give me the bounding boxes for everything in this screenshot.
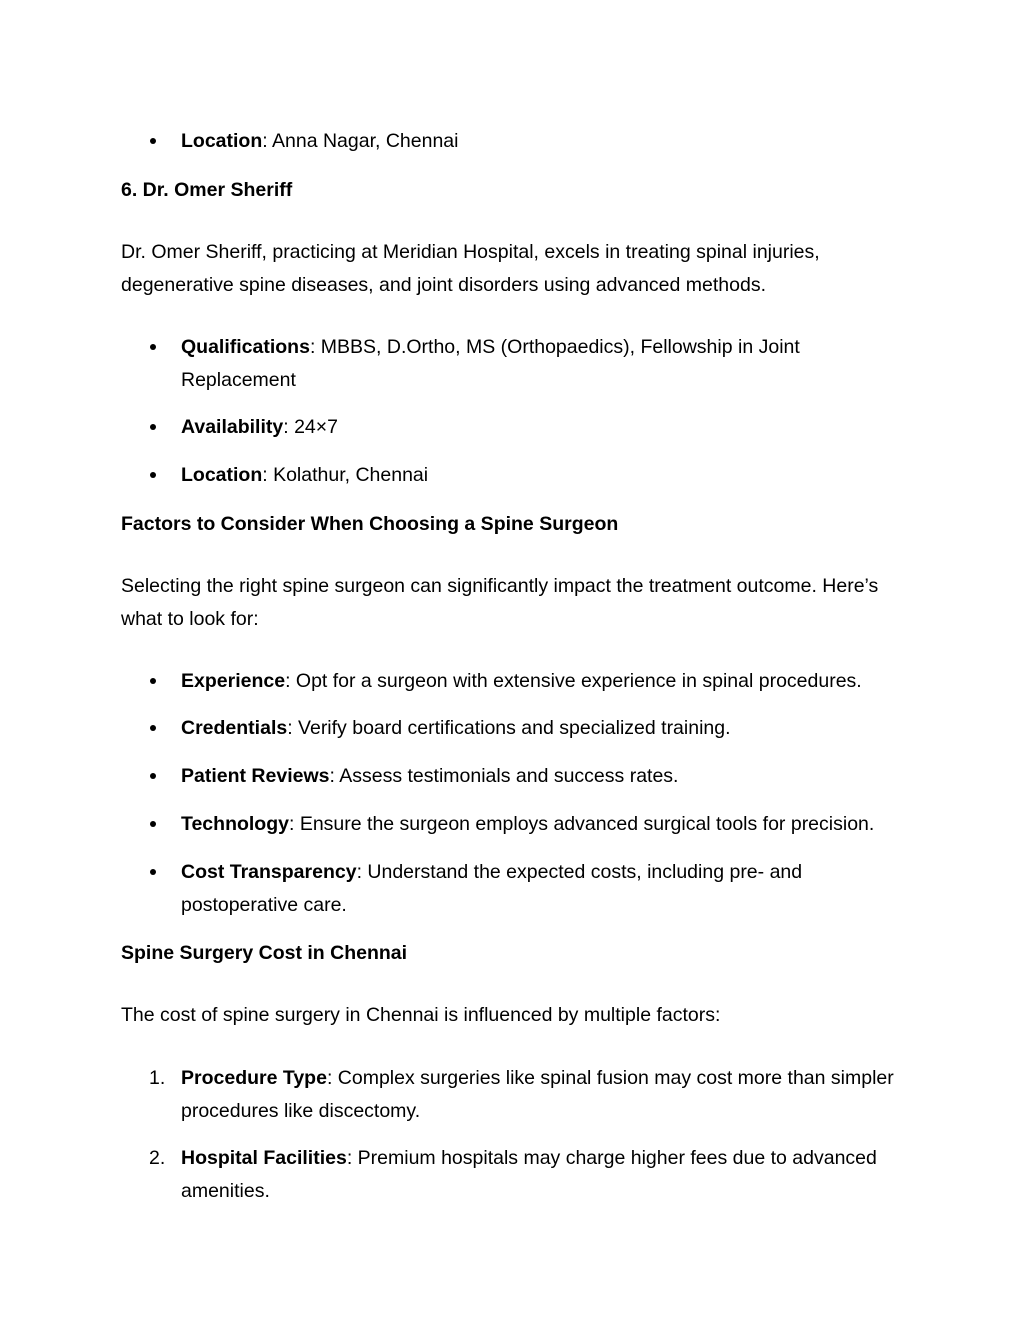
bullet-dot [150,344,156,350]
bullet-dot [150,773,156,779]
list-item-experience [121,665,911,698]
section-heading-factors: Factors to Consider When Choosing a Spine Surgeon [121,513,619,535]
bullet-dot [150,821,156,827]
item-value: : Kolathur, Chennai [262,464,429,486]
item-label: Hospital Facilities [181,1147,347,1169]
item-value: : Assess testimonials and success rates. [329,765,679,787]
list-item-procedure-type [121,1062,911,1127]
item-value: : Ensure the surgeon employs advanced surgical tools for precision. [288,813,875,835]
item-label: Credentials [181,717,288,739]
list-item-location-kolathur [121,459,911,492]
item-value: : Understand the expected costs, including pre- and postoperative care. [181,861,803,916]
list-number: 2. [149,1147,166,1169]
item-label: Technology [181,813,289,835]
item-label: Qualifications [181,336,310,358]
bullet-dot [150,472,156,478]
bullet-dot [150,678,156,684]
item-label: Cost Transparency [181,861,357,883]
list-item-credentials [121,712,911,745]
item-value: : Anna Nagar, Chennai [262,130,459,152]
item-value: : Opt for a surgeon with extensive experience in spinal procedures. [285,670,862,692]
item-label: Patient Reviews [181,765,330,787]
list-item-qualifications [121,331,911,396]
list-item-patient-reviews [121,760,911,793]
list-item-availability [121,411,911,444]
bullet-dot [150,869,156,875]
item-label: Location [181,464,263,486]
list-item-hospital-facilities [121,1142,911,1207]
item-label: Experience [181,670,286,692]
factors-intro: Selecting the right spine surgeon can significantly impact the treatment outcome. Here’s what to look for: [121,575,879,630]
bullet-dot [150,138,156,144]
list-number: 1. [149,1067,166,1089]
cost-intro: The cost of spine surgery in Chennai is influenced by multiple factors: [121,1004,721,1026]
item-label: Procedure Type [181,1067,327,1089]
item-value: : Premium hospitals may charge higher fees due to advanced amenities. [181,1147,877,1202]
list-item-technology [121,808,911,841]
list-item-location-anna-nagar [121,125,911,158]
item-value: : 24×7 [283,416,338,438]
item-value: : Verify board certifications and specialized training. [287,717,731,739]
section-heading-cost: Spine Surgery Cost in Chennai [121,942,408,964]
bullet-dot [150,424,156,430]
list-item-cost-transparency [121,856,911,921]
doctor6-description: Dr. Omer Sheriff, practicing at Meridian Hospital, excels in treating spinal injuries, degenerative spine diseases, and joint disorders using advanced methods. [121,241,820,296]
item-value: : Complex surgeries like spinal fusion may cost more than simpler procedures like discectomy. [181,1067,894,1122]
item-label: Availability [181,416,284,438]
bullet-dot [150,725,156,731]
section-heading-doctor6: 6. Dr. Omer Sheriff [121,179,293,201]
item-value: : MBBS, D.Ortho, MS (Orthopaedics), Fellowship in Joint Replacement [181,336,800,391]
item-label: Location [181,130,263,152]
